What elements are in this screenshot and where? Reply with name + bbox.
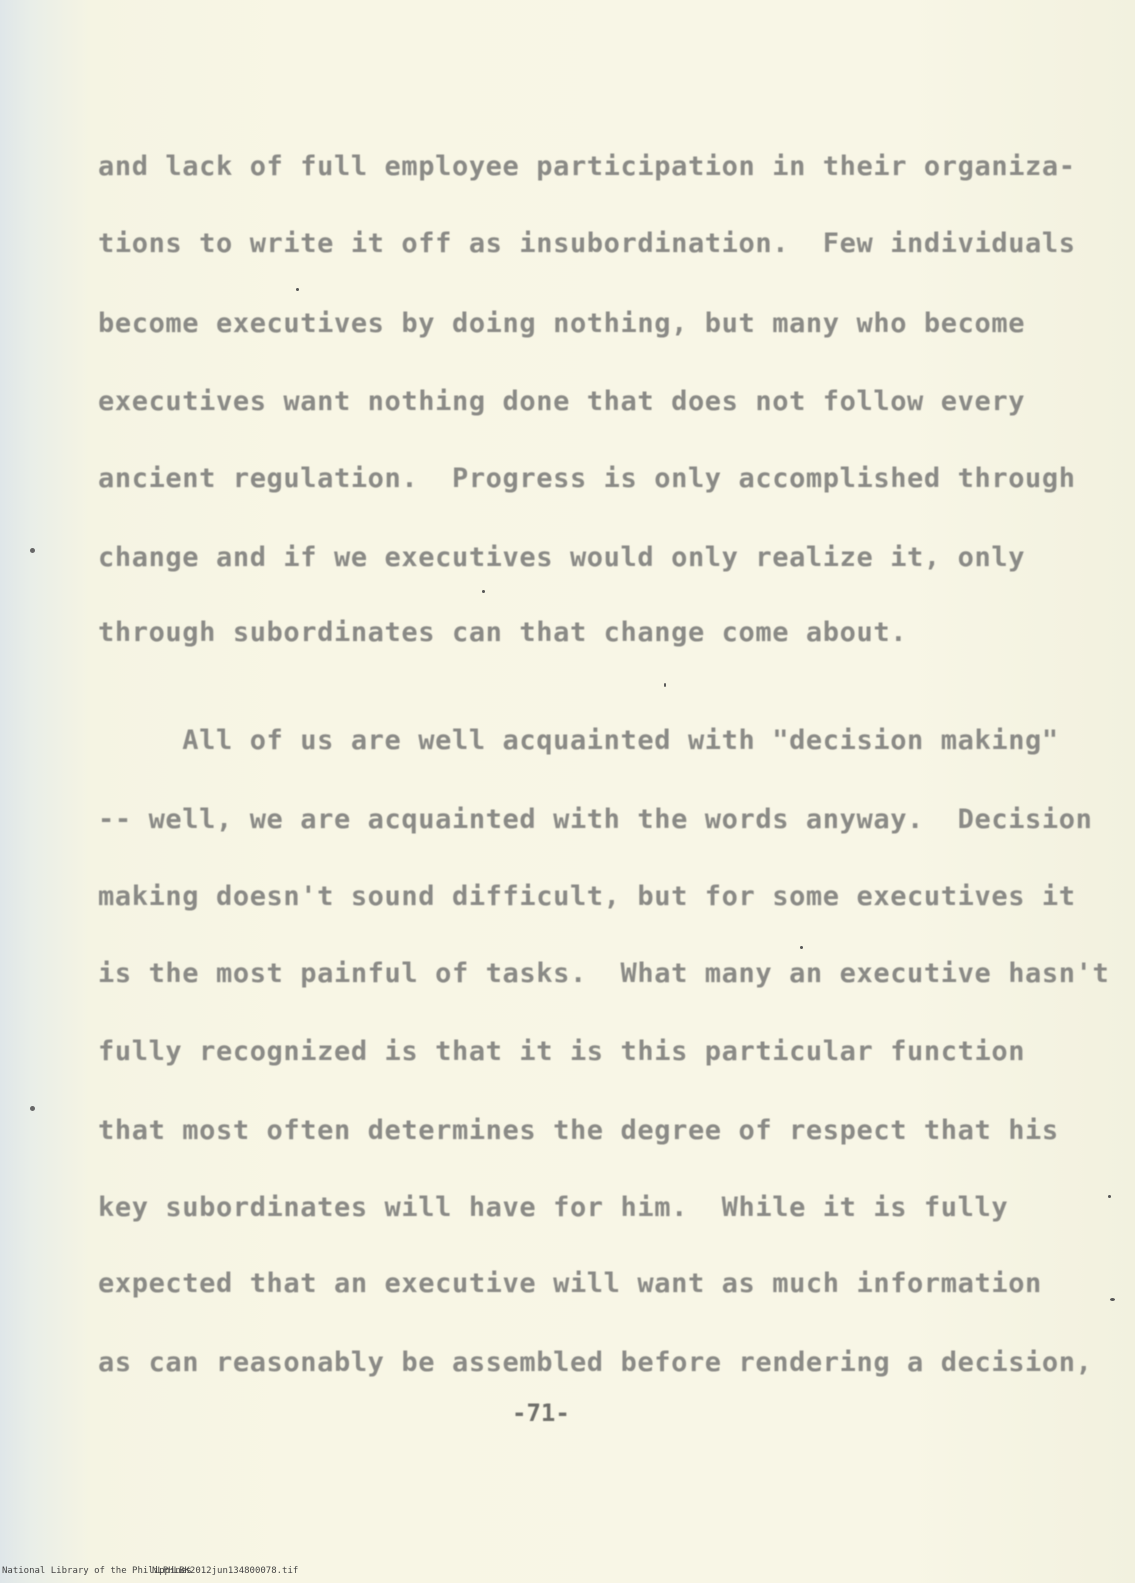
text-line-13: that most often determines the degree of respect that his bbox=[98, 1115, 1059, 1146]
text-line-8: All of us are well acquainted with "decision making" bbox=[98, 725, 1059, 756]
text-line-12: fully recognized is that it is this particular function bbox=[98, 1036, 1026, 1067]
dust-speck bbox=[296, 288, 299, 291]
text-line-16: as can reasonably be assembled before rendering a decision, bbox=[98, 1347, 1093, 1378]
page-number: -71- bbox=[512, 1399, 570, 1427]
dust-speck bbox=[1110, 1298, 1115, 1301]
margin-speck bbox=[30, 548, 35, 553]
text-line-4: executives want nothing done that does not follow every bbox=[98, 386, 1026, 417]
footer-library: National Library of the Philippines bbox=[2, 1566, 192, 1576]
dust-speck bbox=[664, 683, 666, 687]
margin-speck bbox=[30, 1106, 35, 1111]
text-line-3: become executives by doing nothing, but many who become bbox=[98, 308, 1026, 339]
text-line-15: expected that an executive will want as much information bbox=[98, 1268, 1042, 1299]
text-line-9: -- well, we are acquainted with the words anyway. Decision bbox=[98, 804, 1093, 835]
text-line-11: is the most painful of tasks. What many an executive hasn't bbox=[98, 958, 1110, 989]
text-line-5: ancient regulation. Progress is only accomplished through bbox=[98, 463, 1076, 494]
text-line-10: making doesn't sound difficult, but for some executives it bbox=[98, 881, 1076, 912]
text-line-14: key subordinates will have for him. While it is fully bbox=[98, 1192, 1009, 1223]
dust-speck bbox=[482, 590, 485, 593]
text-line-7: through subordinates can that change come about. bbox=[98, 617, 908, 648]
text-line-6: change and if we executives would only realize it, only bbox=[98, 542, 1026, 573]
dust-speck bbox=[1108, 1195, 1111, 1198]
text-line-1: and lack of full employee participation in their organiza- bbox=[98, 151, 1076, 182]
text-line-2: tions to write it off as insubordination. Few individuals bbox=[98, 228, 1076, 259]
footer-file: NLPHLBK2012jun134800078.tif bbox=[152, 1566, 299, 1576]
dust-speck bbox=[800, 946, 803, 949]
